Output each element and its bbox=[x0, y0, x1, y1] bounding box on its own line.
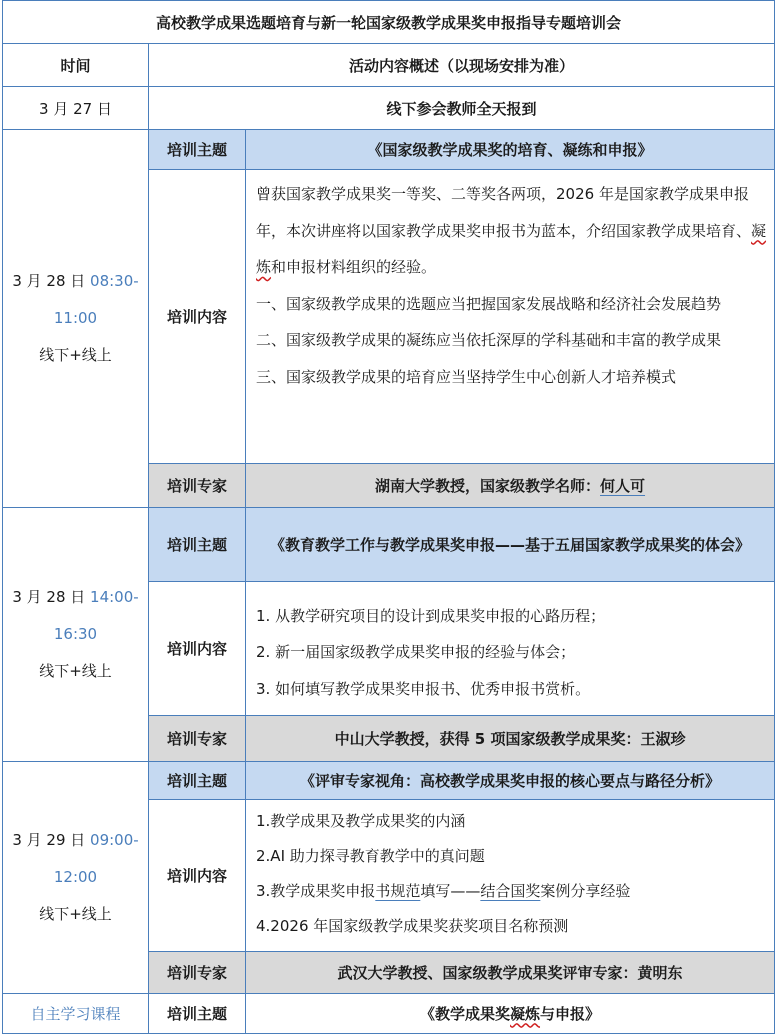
session-3-time-end: 12:00 bbox=[53, 868, 98, 886]
session-2-content bbox=[246, 582, 775, 716]
session-2-item: 2. 新一届国家级教学成果奖申报的经验与体会； bbox=[256, 643, 576, 662]
session-1-expert: 湖南大学教授，国家级教学名师：何人可 bbox=[246, 464, 775, 508]
session-1-mode: 线下+线上 bbox=[39, 346, 112, 364]
session-2-theme-label: 培训主题 bbox=[149, 508, 246, 582]
session-3-time-start: 09:00- bbox=[90, 831, 139, 849]
page-title: 高校教学成果选题培育与新一轮国家级教学成果奖申报指导专题培训会 bbox=[3, 1, 775, 44]
header-content: 活动内容概述（以现场安排为准） bbox=[149, 44, 775, 87]
expert-name-link[interactable]: 何人可 bbox=[600, 477, 646, 495]
session-2-item: 1. 从教学研究项目的设计到成果奖申报的心路历程； bbox=[256, 606, 606, 625]
session-2-content-label: 培训内容 bbox=[149, 582, 246, 716]
session-2-expert-label: 培训专家 bbox=[149, 716, 246, 762]
session-1-content-label: 培训内容 bbox=[149, 170, 246, 464]
session-2-time-end: 16:30 bbox=[53, 625, 98, 643]
session-1-expert-label: 培训专家 bbox=[149, 464, 246, 508]
session-3-item: 2.AI 助力探寻教育教学中的真问题 bbox=[256, 847, 485, 865]
session-3-mode: 线下+线上 bbox=[39, 905, 112, 923]
session-2-expert: 中山大学教授，获得 5 项国家级教学成果奖：王淑珍 bbox=[246, 716, 775, 762]
header-time: 时间 bbox=[3, 44, 149, 87]
session-3-content-label: 培训内容 bbox=[149, 800, 246, 952]
session-2-time bbox=[3, 508, 149, 762]
registration-date: 3 月 27 日 bbox=[3, 87, 149, 130]
session-3-date: 3 月 29 日 bbox=[12, 831, 91, 849]
session-3-time bbox=[3, 762, 149, 994]
session-1-theme: 《国家级教学成果奖的培育、凝练和申报》 bbox=[246, 130, 775, 170]
session-2-date: 3 月 28 日 bbox=[12, 588, 91, 606]
session-1-time bbox=[3, 130, 149, 508]
session-2-theme: 《教育教学工作与教学成果奖申报——基于五届国家教学成果奖的体会》 bbox=[246, 508, 775, 582]
schedule-table bbox=[2, 0, 775, 1034]
session-1-time-end: 11:00 bbox=[53, 309, 98, 327]
self-study-theme-label: 培训主题 bbox=[149, 994, 246, 1034]
session-3-theme-label: 培训主题 bbox=[149, 762, 246, 800]
session-1-date: 3 月 28 日 bbox=[12, 272, 91, 290]
session-3-item: 1.教学成果及教学成果奖的内涵 bbox=[256, 812, 466, 830]
session-3-expert: 武汉大学教授、国家级教学成果奖评审专家：黄明东 bbox=[246, 952, 775, 994]
session-1-intro: 曾获国家教学成果奖一等奖、二等奖各两项，2026 年是国家教学成果申报年，本次讲座将以国家教学成果奖申报书为蓝本，介绍国家教学成果培育、凝炼和申报材料组织的经验。 bbox=[256, 185, 767, 276]
session-1-item: 二、国家级教学成果的凝练应当依托深厚的学科基础和丰富的教学成果 bbox=[256, 331, 722, 349]
session-1-item: 三、国家级教学成果的培育应当坚持学生中心创新人才培养模式 bbox=[256, 367, 677, 386]
session-3-expert-label: 培训专家 bbox=[149, 952, 246, 994]
session-1-theme-label: 培训主题 bbox=[149, 130, 246, 170]
session-1-time-start: 08:30- bbox=[90, 272, 139, 290]
session-3-theme: 《评审专家视角：高校教学成果奖申报的核心要点与路径分析》 bbox=[246, 762, 775, 800]
registration-text: 线下参会教师全天报到 bbox=[149, 87, 775, 130]
session-1-content bbox=[246, 170, 775, 464]
self-study-label[interactable]: 自主学习课程 bbox=[3, 994, 149, 1034]
session-2-item: 3. 如何填写教学成果奖申报书、优秀申报书赏析。 bbox=[256, 679, 591, 698]
session-3-content bbox=[246, 800, 775, 952]
session-3-item: 3.教学成果奖申报书规范填写——结合国奖案例分享经验 bbox=[256, 882, 631, 900]
session-2-mode: 线下+线上 bbox=[39, 662, 112, 680]
session-2-time-start: 14:00- bbox=[90, 588, 139, 606]
session-1-item: 一、国家级教学成果的选题应当把握国家发展战略和经济社会发展趋势 bbox=[256, 294, 722, 313]
self-study-theme: 《教学成果奖凝炼与申报》 bbox=[246, 994, 775, 1034]
session-3-item: 4.2026 年国家级教学成果奖获奖项目名称预测 bbox=[256, 917, 569, 935]
